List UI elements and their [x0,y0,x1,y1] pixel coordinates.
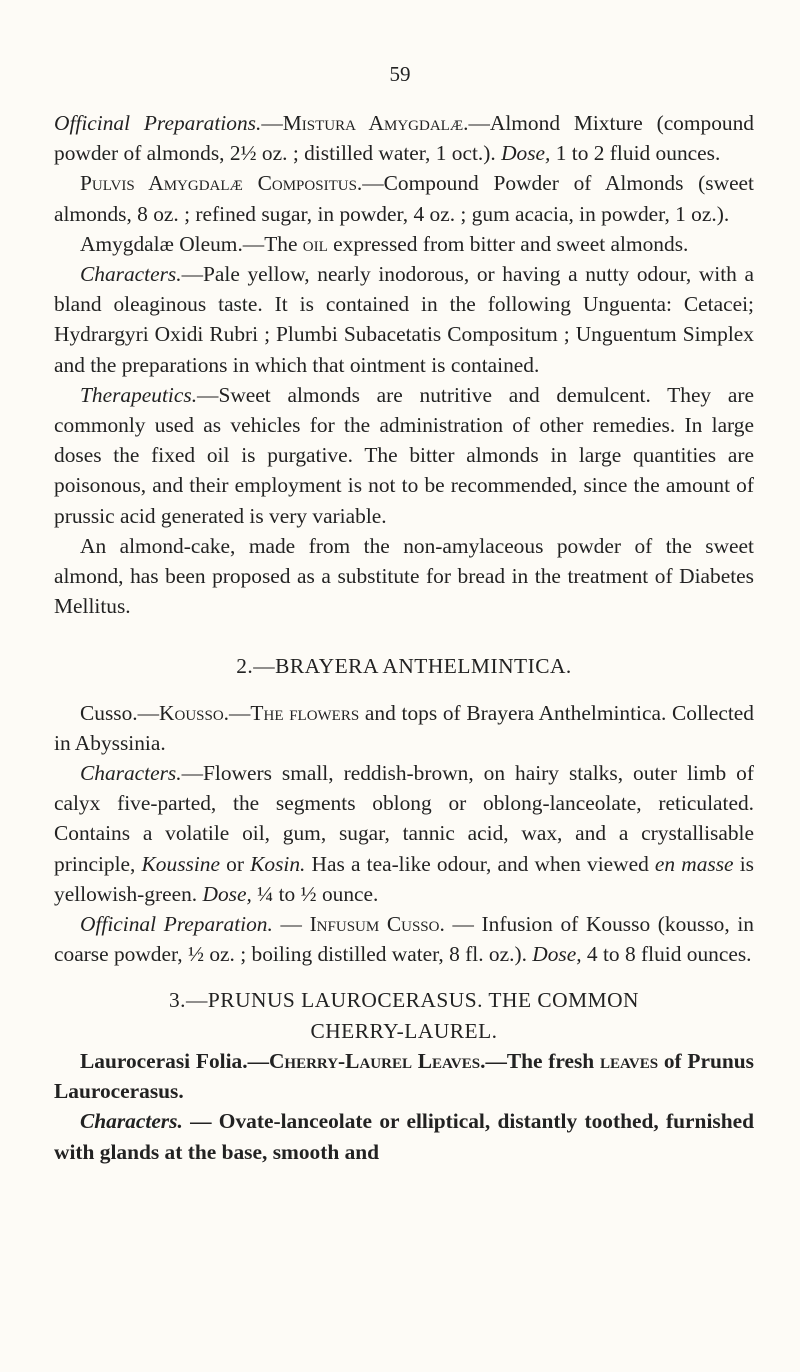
pulvis-paragraph: Pulvis Amygdalæ Compositus.—Compound Powder of Almonds (sweet almonds, 8 oz. ; refined sugar, in powder, 4 oz. ; gum acacia, in powder, 1 oz.). [54,171,754,226]
prunus-heading: 3.—PRUNUS LAUROCERASUS. THE COMMON CHERRY-LAUREL. [168,988,640,1043]
almond-therapeutics-paragraph: Therapeutics.—Sweet almonds are nutritive and demulcent. They are commonly used as vehicles for the administration of other remedies. In large doses the fixed oil is purgative. The bitter almonds in large quantities are poisonous, and their employment is not to be recommended, since the amount of prussic acid generated is very variable. [54,382,754,528]
brayera-heading: 2.—BRAYERA ANTHELMINTICA. [236,654,572,679]
oleum-paragraph: Amygdalæ Oleum.—The oil expressed from bitter and sweet almonds. [80,231,689,256]
pulvis-amygdalae-name: Pulvis Amygdalæ Compositus. [80,171,363,196]
cusso-characters-paragraph: Characters.—Flowers small, reddish-brown, on hairy stalks, outer limb of calyx five-parted, the segments oblong or oblong-lanceolate, reticulated. Contains a volatile oil, gum, sugar, tannic acid, wax, and a crystallisable principle, Koussine or Kosin. Has a tea-like odour, and when viewed en masse is yellowish-green. Dose, ¼ to ½ ounce. [54,761,754,906]
amygdalae-oleum-name: Amygdalæ Oleum. [80,231,243,256]
page-number: 59 [389,62,411,86]
almond-mixture-paragraph: Officinal Preparations.—Mistura Amygdalæ.—Almond Mixture (compound powder of almonds, 2½ oz. ; distilled water, 1 oct.). Dose, 1 to 2 fluid ounces. [54,111,754,166]
mistura-amygdalae-name: Mistura Amygdalæ. [282,111,469,135]
infusum-cusso-paragraph: Officinal Preparation. — Infusum Cusso. — Infusion of Kousso (kousso, in coarse powder, ½ oz. ; boiling distilled water, 8 fl. oz.). Dose, 4 to 8 fluid ounces. [54,912,754,967]
infusum-cusso-name: Infusum Cusso. [309,912,445,937]
characters-label: Characters. [80,262,182,287]
cusso-paragraph: Cusso.—Kousso.—The flowers and tops of Brayera Anthelmintica. Collected in Abyssinia. [54,700,754,755]
page-body [54,108,754,1167]
laurocerasi-folia-name: Laurocerasi Folia. [80,1048,248,1073]
cusso-name: Cusso. [80,700,138,725]
officinal-preparations-label: Officinal Preparations. [54,111,262,135]
therapeutics-label: Therapeutics. [80,382,198,407]
laurocerasi-folia-paragraph: Laurocerasi Folia.—Cherry-Laurel Leaves.—The fresh leaves of Prunus Laurocerasus. [54,1048,754,1104]
mistura-dose-label: Dose, [501,141,551,166]
almond-cake-paragraph: An almond-cake, made from the non-amylaceous powder of the sweet almond, has been proposed as a substitute for bread in the treatment of Diabetes Mellitus. [54,533,754,619]
almond-characters-paragraph: Characters.—Pale yellow, nearly inodorous, or having a nutty odour, with a bland oleaginous taste. It is contained in the following Unguenta: Cetacei; Hydrargyri Oxidi Rubri ; Plumbi Subacetatis Compositum ; Unguentum Simplex and the preparations in which that ointment is contained. [54,262,754,377]
laurel-characters-paragraph: Characters. — Ovate-lanceolate or elliptical, distantly toothed, furnished with glands at the base, smooth and [54,1109,754,1164]
